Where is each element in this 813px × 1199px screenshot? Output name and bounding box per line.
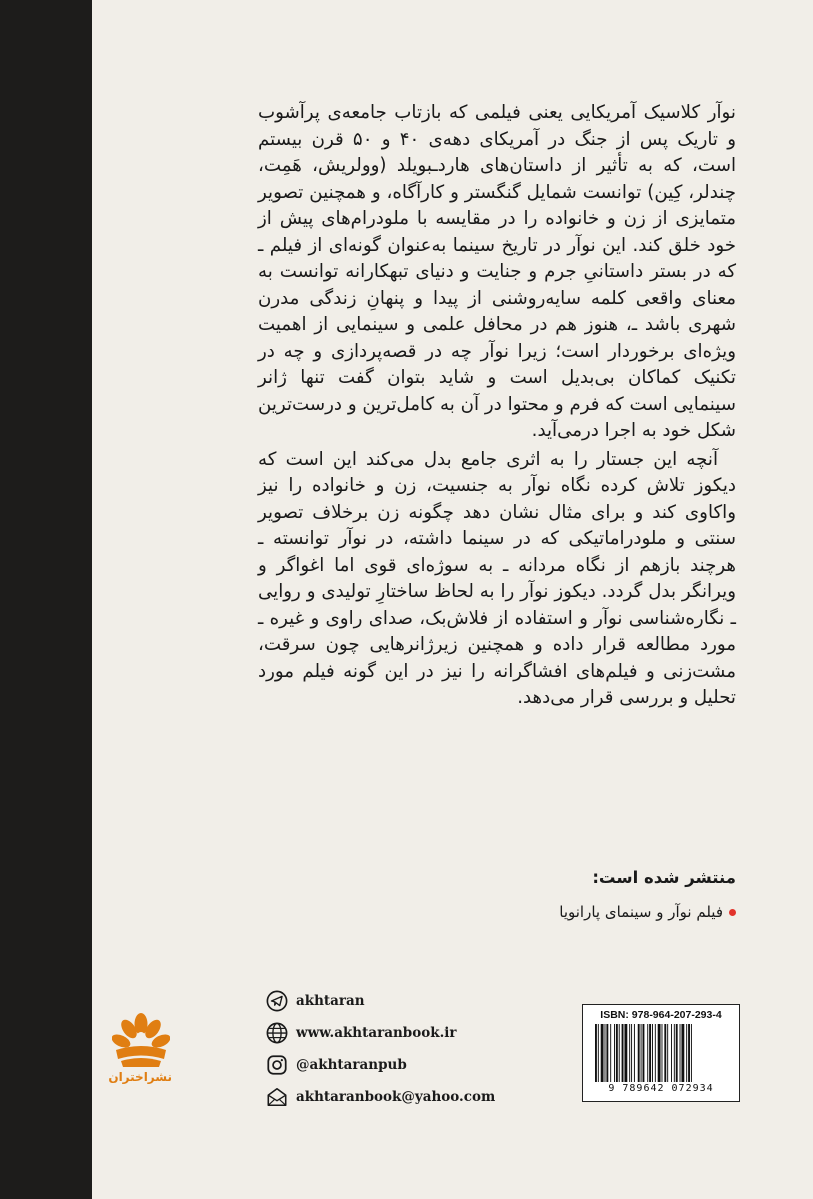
instagram-icon bbox=[266, 1054, 288, 1076]
publisher-name: نشراختران bbox=[108, 1070, 172, 1084]
published-list-item bbox=[559, 903, 736, 921]
published-heading: منتشر شده است: bbox=[592, 868, 736, 887]
contact-email bbox=[266, 1084, 495, 1110]
globe-icon bbox=[266, 1022, 288, 1044]
barcode-digits: 9 789642 072934 bbox=[608, 1083, 714, 1094]
contact-website-text: www.akhtaranbook.ir bbox=[296, 1025, 457, 1041]
isbn-barcode bbox=[582, 1004, 740, 1102]
contact-email-text: akhtaranbook@yahoo.com bbox=[296, 1089, 496, 1105]
isbn-label: ISBN: 978-964-207-293-4 bbox=[600, 1009, 722, 1021]
telegram-icon bbox=[266, 990, 288, 1012]
contact-telegram bbox=[266, 988, 495, 1014]
publisher-logo-icon bbox=[112, 1012, 170, 1068]
publisher-logo bbox=[110, 1012, 172, 1096]
blurb-paragraph-1: نوآر کلاسیک آمریکایی یعنی فیلمی که بازتاب جامعه‌ی پرآشوب و تاریک پس از جنگ در آمریکای دهه‌ی ۴۰ و ۵۰ قرن بیستم است، که به تأثیر از داستان‌های هاردـبویلد (وولریش، هَمِت، چندلر، کِین) توانست شمایل گنگستر و کارآگاه، و همچنین تصویر متمایزی از زن و خانواده را در مقایسه با ملودرام‌های پیش از خود خلق کند. این نوآر در تاریخ سینما به‌عنوان گونه‌ای از فیلم ـ که در بستر داستانیِ جرم و جنایت و دنیای تبهکارانه توانست به معنای واقعی کلمه سایه‌روشنی از پیدا و پنهانِ زندگی مدرن شهری باشد ـ، هنوز هم در محافل علمی و سینمایی از اهمیت ویژه‌ای برخوردار است؛ زیرا نوآر چه در قصه‌پردازی و چه در تکنیک کماکان بی‌بدیل است و شاید بتوان گفت تنها ژانر سینمایی است که فرم و محتوا در آن به کامل‌ترین و درست‌ترین شکل خود به اجرا درمی‌آید. bbox=[258, 102, 736, 441]
contact-telegram-text: akhtaran bbox=[296, 993, 365, 1009]
contact-website bbox=[266, 1020, 495, 1046]
contact-list bbox=[266, 988, 495, 1116]
bullet-icon bbox=[729, 909, 736, 916]
contact-instagram-text: @akhtaranpub bbox=[296, 1057, 407, 1073]
blurb-text bbox=[258, 100, 736, 712]
book-spine bbox=[0, 0, 92, 1199]
published-title: فیلم نوآر و سینمای پارانویا bbox=[559, 903, 723, 921]
email-icon bbox=[266, 1086, 288, 1108]
blurb-paragraph-2: آنچه این جستار را به اثری جامع بدل می‌کند این است که دیکوز تلاش کرده نگاه نوآر به جنسیت، زن و خانواده را نیز واکاوی کند و برای مثال نشان دهد چگونه زن برخلاف تصویر سنتی و ملودراماتیکی که در سینما داشته، در نوآر توانسته ـ هرچند بازهم از نگاه مردانه ـ به سوژه‌ای قوی اما اغواگر و ویرانگر بدل گردد. دیکوز نوآر را به لحاظ ساختارِ تولیدی و روایی ـ نگاره‌شناسی نوآر و استفاده از فلاش‌بک، صدای راوی و غیره ـ مورد مطالعه قرار داده و همچنین زیرژانرهایی چون سرقت، مشت‌زنی و فیلم‌های افشاگرانه را نیز در این گونه فیلم مورد تحلیل و بررسی قرار می‌دهد. bbox=[258, 448, 736, 708]
barcode-icon bbox=[591, 1024, 731, 1082]
contact-instagram bbox=[266, 1052, 495, 1078]
